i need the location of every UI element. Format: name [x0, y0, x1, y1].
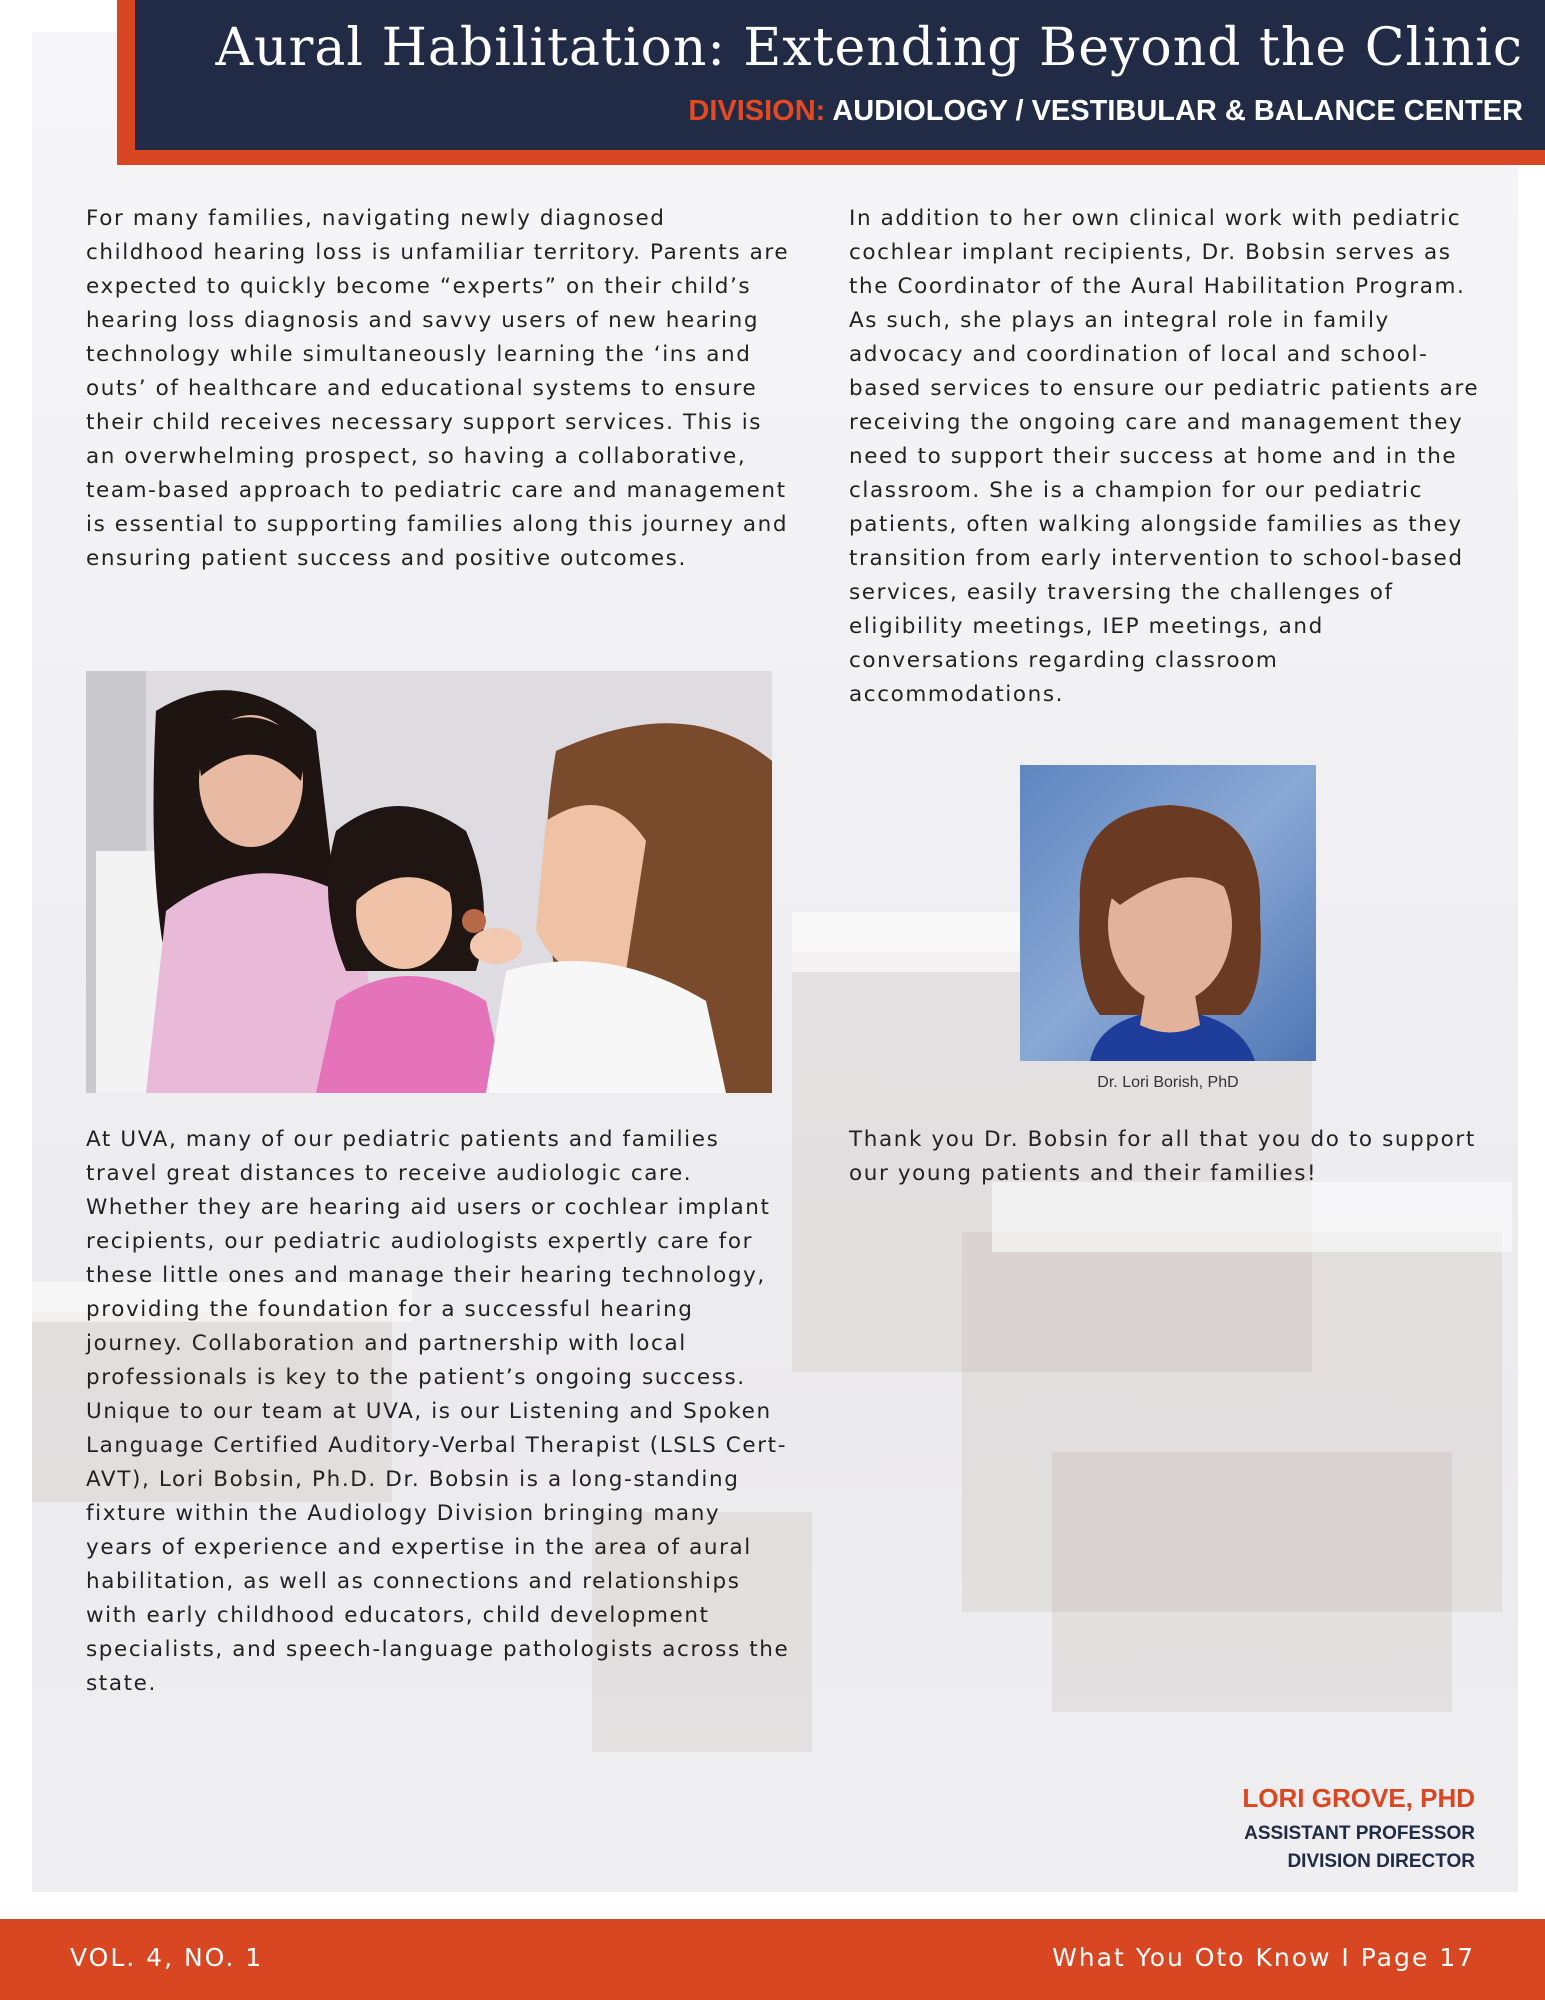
article-paragraph-thanks: Thank you Dr. Bobsin for all that you do to support our young patients and their families! [849, 1127, 1476, 1186]
division-label: DIVISION: [688, 95, 826, 127]
footer-volume: VOL. 4, NO. 1 [70, 1943, 264, 1972]
header [135, 0, 1545, 150]
footer-bar [0, 1919, 1545, 2000]
author-name: LORI GROVE, PHD [1242, 1783, 1475, 1813]
article-paragraph-uva: At UVA, many of our pediatric patients and families travel great distances to receive audiologic care. Whether they are hearing aid users or cochlear implant recipients, our pediatric audiologists expertly care for these little ones and manage their hearing technology, providing the foundation for a successful hearing journey. Collaboration and partnership with local professionals is key to the patient’s ongoing success. Unique to our team at UVA, is our Listening and Spoken Language Certified Auditory-Verbal Therapist (LSLS Cert-AVT), Lori Bobsin, Ph.D. Dr. Bobsin is a long-standing fixture within the Audiology Division bringing many years of experience and expertise in the area of aural habilitation, as well as connections and relationships with early childhood educators, child development specialists, and speech-language pathologists across the state. [86, 1127, 790, 1696]
division-line [688, 95, 1523, 128]
page-title: Aural Habilitation: Extending Beyond the Clinic [215, 18, 1523, 78]
article-paragraph-intro: For many families, navigating newly diagnosed childhood hearing loss is unfamiliar territory. Parents are expected to quickly become “experts” on their child’s hearing loss diagnosis and savvy users of new hearing technology while simultaneously learning the ‘ins and outs’ of healthcare and educational systems to ensure their child receives necessary support services. This is an overwhelming prospect, so having a collaborative, team-based approach to pediatric care and management is essential to supporting families along this journey and ensuring patient success and positive outcomes. [86, 206, 790, 571]
author-role: DIVISION DIRECTOR [1287, 1851, 1475, 1872]
footer-page-label: What You Oto Know I Page 17 [1052, 1943, 1475, 1972]
article-paragraph-coordinator: In addition to her own clinical work with pediatric cochlear implant recipients, Dr. Bobsin serves as the Coordinator of the Aural Habilitation Program. As such, she plays an integral role in family advocacy and coordination of local and school-based services to ensure our pediatric patients are receiving the ongoing care and management they need to support their success at home and in the classroom. She is a champion for our pediatric patients, often walking alongside families as they transition from early intervention to school-based services, easily traversing the challenges of eligibility meetings, IEP meetings, and conversations regarding classroom accommodations. [849, 206, 1480, 707]
author-title: ASSISTANT PROFESSOR [1244, 1823, 1475, 1844]
dr-bobsin-portrait [1020, 765, 1316, 1061]
hearing-exam-photo [86, 671, 772, 1093]
division-value: AUDIOLOGY / VESTIBULAR & BALANCE CENTER [832, 95, 1523, 127]
portrait-caption: Dr. Lori Borish, PhD [1097, 1074, 1239, 1091]
